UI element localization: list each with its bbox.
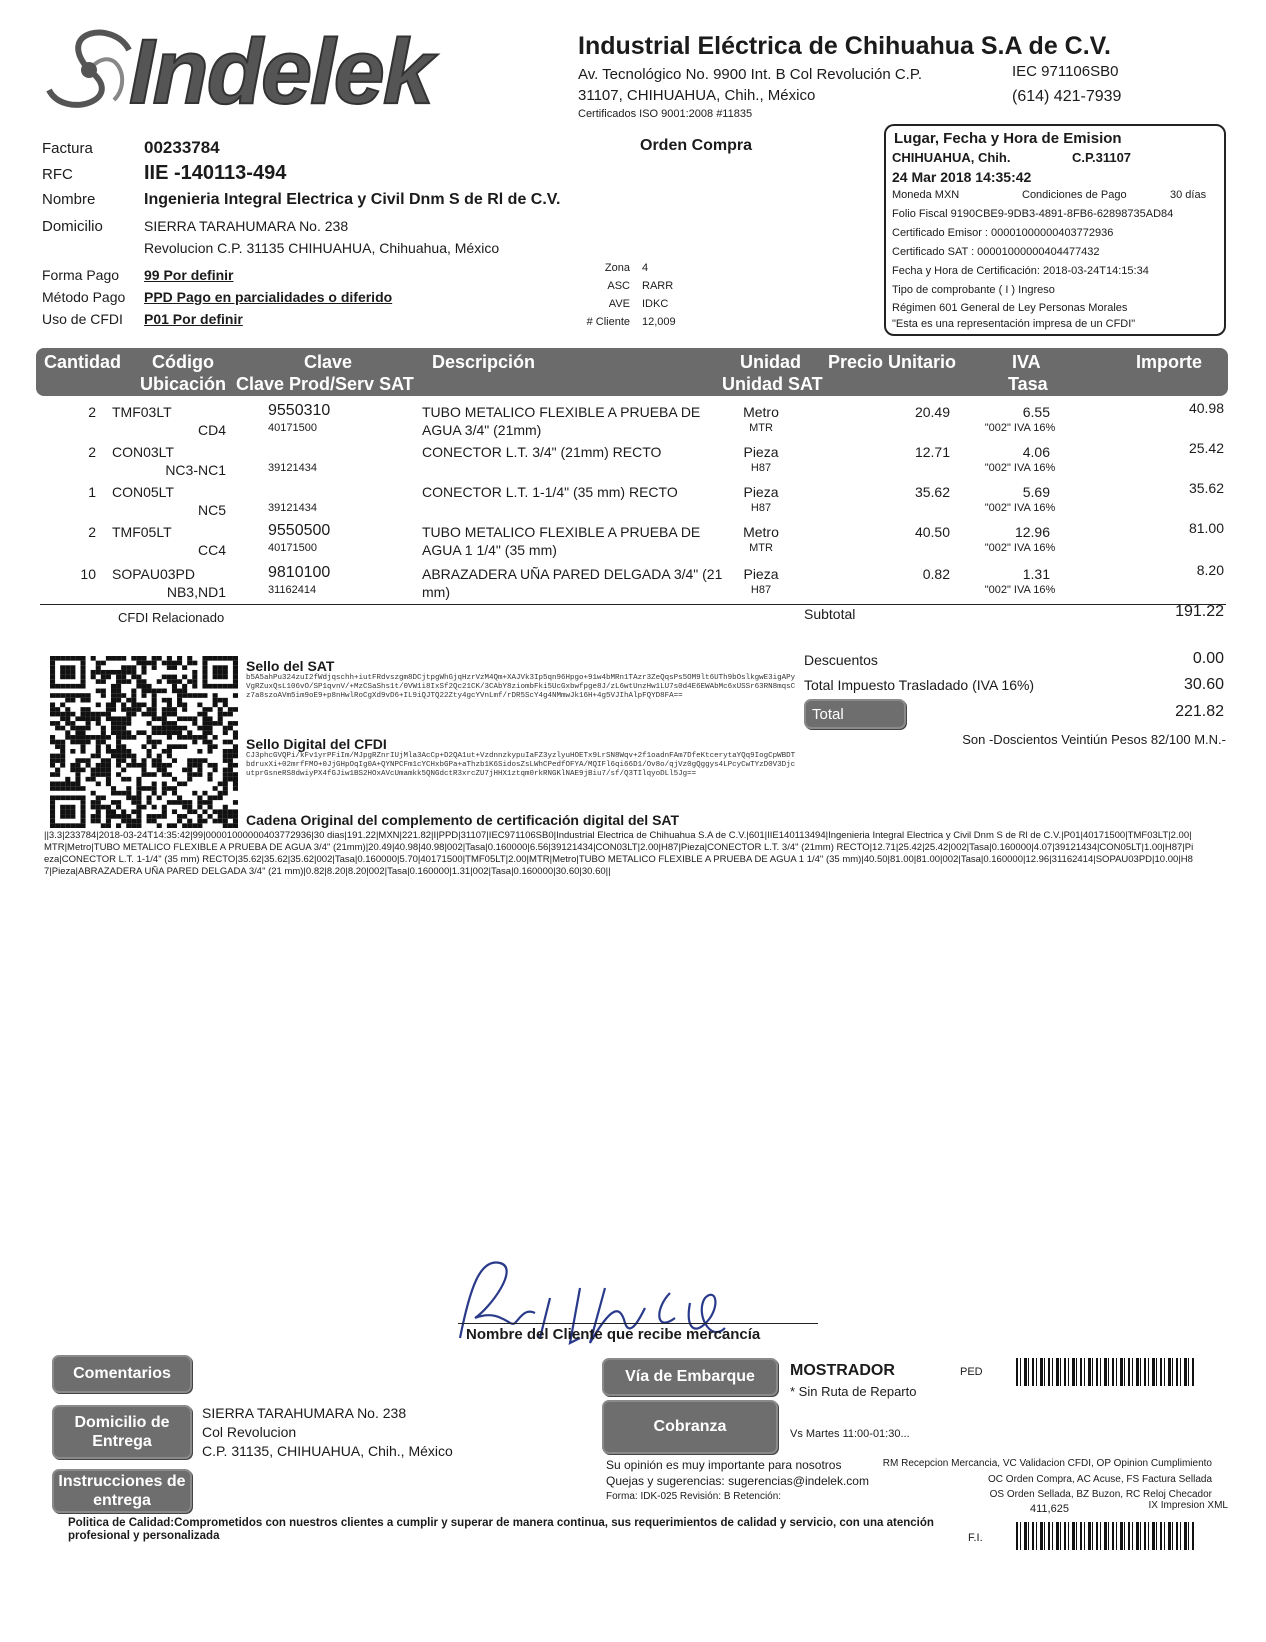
rfc-label: RFC <box>42 166 73 183</box>
cell-cantidad: 2 <box>88 444 96 460</box>
cell-importe: 40.98 <box>1188 400 1224 416</box>
uso-cfdi-label: Uso de CFDI <box>42 311 123 327</box>
instrucciones-label: Instrucciones de entrega <box>52 1469 192 1513</box>
table-divider <box>40 604 1226 605</box>
ave-label: AVE <box>608 298 630 310</box>
cell-clave-sat: 31162414 <box>268 584 317 596</box>
company-cert: Certificados ISO 9001:2008 #11835 <box>578 108 753 120</box>
cell-iva: 4.06 <box>1022 444 1050 460</box>
cell-desc2: mm) <box>422 584 450 600</box>
metodo-pago: PPD Pago en parcialidades o diferido <box>144 289 393 305</box>
subtotal: 191.22 <box>1175 603 1224 620</box>
cell-tasa: "002" IVA 16% <box>984 462 1056 474</box>
ave: IDKC <box>642 298 669 310</box>
cell-desc1: CONECTOR L.T. 3/4" (21mm) RECTO <box>422 444 662 460</box>
cell-unidad: Metro <box>743 404 779 420</box>
emision-title: Lugar, Fecha y Hora de Emision <box>894 130 1122 147</box>
cell-cantidad: 2 <box>88 404 96 420</box>
cell-importe: 8.20 <box>1196 562 1224 578</box>
cell-iva: 5.69 <box>1022 484 1050 500</box>
quejas-text: Quejas y sugerencias: sugerencias@indelek.com <box>606 1474 869 1488</box>
forma-pago-label: Forma Pago <box>42 267 120 283</box>
emision-date: 24 Mar 2018 14:35:42 <box>892 169 1032 185</box>
cell-unidad: Pieza <box>743 484 779 500</box>
entrega-line-1: SIERRA TARAHUMARA No. 238 <box>202 1405 407 1421</box>
cell-ubicacion: CD4 <box>197 422 226 438</box>
comentarios-label: Comentarios <box>52 1355 192 1393</box>
cell-tasa: "002" IVA 16% <box>984 422 1056 434</box>
col-importe: Importe <box>1136 352 1203 372</box>
entrega-line-3: C.P. 31135, CHIHUAHUA, Chih., México <box>202 1443 453 1459</box>
factura-label: Factura <box>42 140 93 157</box>
asc: RARR <box>642 280 674 292</box>
cell-clave: 9550500 <box>268 522 331 539</box>
signature-line <box>458 1323 818 1324</box>
ped-label: PED <box>960 1366 983 1378</box>
sello-cfdi: CJ3phcGVQPi/kFv1yrPFiIm/MJpgRZnrIUjMla3AcCp+D2QA1ut+VzdnnzkypuIaFZ3yzlyuHOETx9LrSN8Wqv+2f1oadnFAm7DfeKtcerytaYQq9IogCpWBDTbdruxXi+02mrfFMO+0JjGHpOqIg0A+QYNPCFm1cYCHxbGPa+aThzb1K6SidosZsLWhCPedfOFYA/MQIFl6qi66D1/Ov8o/qjVz0gQggys4LPcyCwTYzD0V3DjcutprGsneRS8dwiyPX4fGJiw1BS2HOxAVcUmamkk5QNGdctR3xrcZU7jHHX1ztqm0rkRNGKlNAE9jBiu7/sf/Q3TIlqyoDLl5Jg== <box>246 752 796 778</box>
cell-tasa: "002" IVA 16% <box>984 502 1056 514</box>
politica-calidad: Politica de Calidad:Comprometidos con nuestros clientes a cumplir y superar de manera continua, sus requerimientos de calidad y servicio, con una atención profesional y personalizada <box>68 1517 934 1542</box>
folio-num: 411,625 <box>1030 1503 1069 1515</box>
items-table-header <box>36 348 1228 396</box>
cell-cantidad: 2 <box>88 524 96 540</box>
sin-ruta: * Sin Ruta de Reparto <box>790 1384 917 1399</box>
opinion-text: Su opinión es muy importante para nosotros <box>606 1458 842 1472</box>
cell-clave: 9550310 <box>268 402 331 419</box>
qr-code <box>50 656 238 828</box>
logo-text: Indelek <box>129 21 433 123</box>
zona: 4 <box>642 262 649 274</box>
mostrador: MOSTRADOR <box>790 1362 895 1379</box>
cell-desc2: AGUA 3/4" (21mm) <box>422 422 542 438</box>
cell-desc1: ABRAZADERA UÑA PARED DELGADA 3/4" (21 <box>422 566 723 582</box>
legend-4: IX Impresion XML <box>1148 1500 1228 1511</box>
asc-label: ASC <box>607 280 630 292</box>
cell-desc1: TUBO METALICO FLEXIBLE A PRUEBA DE <box>422 404 701 420</box>
col-precio: Precio Unitario <box>828 352 957 372</box>
cell-ubicacion: NB3,ND1 <box>166 584 226 600</box>
cell-clave-sat: 39121434 <box>268 462 317 474</box>
subtotal-label: Subtotal <box>804 606 856 622</box>
cell-unidad-sat: H87 <box>750 462 772 474</box>
col-descripcion: Descripción <box>432 352 536 372</box>
certificado-emisor: Certificado Emisor : 00001000000403772936 <box>892 227 1114 239</box>
client-rfc: IIE -140113-494 <box>144 162 287 184</box>
cell-codigo: CON03LT <box>112 444 174 460</box>
cell-precio: 40.50 <box>914 524 950 540</box>
total: 221.82 <box>1175 703 1224 720</box>
company-address-2: 31107, CHIHUAHUA, Chih., México <box>578 87 816 104</box>
col-iva: IVA <box>1012 352 1041 372</box>
sello-sat-label: Sello del SAT <box>246 658 335 674</box>
certificado-sat: Certificado SAT : 00001000000404477432 <box>892 246 1100 258</box>
condiciones-dias: 30 días <box>1170 189 1207 201</box>
cell-unidad: Pieza <box>743 444 779 460</box>
emision-box <box>884 124 1226 336</box>
emision-cp: C.P.31107 <box>1072 150 1132 165</box>
cell-desc2: AGUA 1 1/4" (35 mm) <box>422 542 557 558</box>
sello-sat: b5A5ahPu324zuI2fWdjqschh+iutFRdvszgm8DCjtpgWhGjqHzrVzM4Qm+XAJVk3Ip5qn96Hpgo+91w4bMRn1TAzr3ZeQqsPs5OM9lt6UTh9bOslkgwE3igAPyVgRZuxQsL106vO/SP1qvnV/+MzCSaShs1t/0VW1i8IxSf2Qc21CK/3CAbY8ziombFki5UcGxbwfpge8J/zL6wtUnzHw1LU7s0d4E6EWAbMc6xUSSr63RN8mqsCz7a8szoAVm5im9oE9+p8nHwlRoCgXd9vD6+IL9iQJTQ22Zty4gcYVnLmf/rDR5ScY4g4NMmwJk16H+4g5VJIhAlpFQYD8FA== <box>246 674 796 700</box>
col-ubicacion: Ubicación <box>140 374 227 394</box>
col-clave-prod: Clave Prod/Serv SAT <box>236 374 414 394</box>
logo-swirl-icon <box>34 20 144 120</box>
company-address-1: Av. Tecnológico No. 9900 Int. B Col Revolución C.P. <box>578 66 923 83</box>
cell-codigo: CON05LT <box>112 484 174 500</box>
cell-clave: 9810100 <box>268 564 331 581</box>
factura-number: 00233784 <box>144 138 220 157</box>
cell-unidad-sat: MTR <box>749 542 773 554</box>
entrega-line-2: Col Revolucion <box>202 1424 297 1440</box>
cell-iva: 12.96 <box>1014 524 1050 540</box>
cliente-num: 12,009 <box>642 316 676 328</box>
cell-precio: 20.49 <box>914 404 950 420</box>
vs-horario: Vs Martes 11:00-01:30... <box>790 1428 910 1440</box>
cell-iva: 1.31 <box>1022 566 1050 582</box>
cell-desc1: TUBO METALICO FLEXIBLE A PRUEBA DE <box>422 524 701 540</box>
cell-codigo: TMF05LT <box>112 524 172 540</box>
total-label: Total <box>804 699 906 729</box>
nombre-label: Nombre <box>42 191 96 208</box>
ped-barcode <box>1016 1358 1194 1386</box>
order-label: Orden Compra <box>640 137 753 154</box>
cell-unidad-sat: MTR <box>749 422 773 434</box>
cell-tasa: "002" IVA 16% <box>984 542 1056 554</box>
cell-codigo: TMF03LT <box>112 404 172 420</box>
company-logo <box>34 20 494 125</box>
cell-unidad: Pieza <box>743 566 779 582</box>
forma-revision: Forma: IDK-025 Revisión: B Retención: <box>606 1491 782 1502</box>
forma-pago: 99 Por definir <box>144 267 234 283</box>
regimen: Régimen 601 General de Ley Personas Morales <box>892 302 1128 314</box>
legend-1: RM Recepcion Mercancia, VC Validacion CFDI, OP Opinion Cumplimiento <box>882 1458 1212 1469</box>
cell-ubicacion: CC4 <box>197 542 226 558</box>
cell-unidad-sat: H87 <box>750 502 772 514</box>
cadena-label: Cadena Original del complemento de certificación digital del SAT <box>246 812 680 828</box>
col-cantidad: Cantidad <box>44 352 122 372</box>
fi-label: F.I. <box>968 1532 983 1544</box>
cell-unidad-sat: H87 <box>750 584 772 596</box>
emision-city: CHIHUAHUA, Chih. <box>892 150 1011 165</box>
cell-precio: 0.82 <box>922 566 950 582</box>
cell-ubicacion: NC3-NC1 <box>165 462 226 478</box>
domicilio-entrega-label: Domicilio de Entrega <box>52 1405 192 1459</box>
impuesto-label: Total Impuesto Trasladado (IVA 16%) <box>804 677 1035 693</box>
cadena-original: ||3.3|233784|2018-03-24T14:35:42|99|00001000000403772936|30 dias|191.22|MXN|221.82|I|PPD|31107|IEC971106SB0|Industrial Electrica de Chihuahua S.A de C.V.|601|IIE140113494|Ingenieria Integral Electrica y Civil Dnm S de Rl de C.V.|P01|40171500|TMF03LT|2.00|MTR|Metro|TUBO METALICO FLEXIBLE A PRUEBA DE AGUA 3/4" (21mm)|20.49|40.98|40.98|002|Tasa|0.160000|6.56|39121434|CON03LT|2.00|H87|Pieza|CONECTOR L.T. 3/4" (21mm) RECTO|12.71|25.42|25.42|002|Tasa|0.160000|4.07|39121434|CON05LT|1.00|H87|Pieza|CONECTOR L.T. 1-1/4" (35 mm) RECTO|35.62|35.62|35.62|002|Tasa|0.160000|5.70|40171500|TMF05LT|2.00|MTR|Metro|TUBO METALICO FLEXIBLE A PRUEBA DE AGUA 1 1/4" (35 mm)|40.50|81.00|81.00|002|Tasa|0.160000|12.96|31162414|SOPAU03PD|10.00|H87|Pieza|ABRAZADERA UÑA PARED DELGADA 3/4" (21 mm)|0.82|8.20|8.20|002|Tasa|0.160000|1.31|002|Tasa|0.160000|30.60|30.60|| <box>44 830 1194 877</box>
cell-precio: 35.62 <box>914 484 950 500</box>
col-codigo: Código <box>152 352 214 372</box>
total-en-letra: Son -Doscientos Veintiún Pesos 82/100 M.N.- <box>962 732 1226 747</box>
cliente-num-label: # Cliente <box>586 316 630 328</box>
folio-fiscal: Folio Fiscal 9190CBE9-9DB3-4891-8FB6-62898735AD84 <box>892 208 1174 220</box>
moneda: Moneda MXN <box>892 189 960 201</box>
legend-3: OS Orden Sellada, BZ Buzon, RC Reloj Checador <box>989 1489 1212 1500</box>
cell-tasa: "002" IVA 16% <box>984 584 1056 596</box>
cell-clave-sat: 40171500 <box>268 422 317 434</box>
cell-importe: 81.00 <box>1188 520 1224 536</box>
col-unidad-sat: Unidad SAT <box>722 374 823 394</box>
cell-desc1: CONECTOR L.T. 1-1/4" (35 mm) RECTO <box>422 484 678 500</box>
cell-cantidad: 10 <box>80 566 96 582</box>
cell-importe: 35.62 <box>1188 480 1224 496</box>
zona-label: Zona <box>604 262 630 274</box>
cfdi-relacionado: CFDI Relacionado <box>118 610 225 625</box>
representacion-impresa: "Esta es una representación impresa de un CFDI" <box>892 318 1136 330</box>
descuentos: 0.00 <box>1192 650 1224 667</box>
col-tasa: Tasa <box>1008 374 1048 394</box>
cell-precio: 12.71 <box>914 444 950 460</box>
domicilio-label: Domicilio <box>42 218 103 235</box>
cell-ubicacion: NC5 <box>197 502 226 518</box>
cell-codigo: SOPAU03PD <box>112 566 195 582</box>
company-phone: (614) 421-7939 <box>1012 88 1122 105</box>
impuesto: 30.60 <box>1183 676 1224 693</box>
col-clave: Clave <box>304 352 353 372</box>
company-rfc: IEC 971106SB0 <box>1012 63 1119 80</box>
cell-importe: 25.42 <box>1188 440 1224 456</box>
cell-unidad: Metro <box>743 524 779 540</box>
client-name: Ingenieria Integral Electrica y Civil Dnm S de Rl de C.V. <box>144 191 561 208</box>
tipo-comprobante: Tipo de comprobante ( I ) Ingreso <box>892 284 1055 296</box>
company-name: Industrial Eléctrica de Chihuahua S.A de C.V. <box>578 32 1112 60</box>
col-unidad: Unidad <box>740 352 801 372</box>
legend-2: OC Orden Compra, AC Acuse, FS Factura Sellada <box>988 1474 1212 1485</box>
descuentos-label: Descuentos <box>804 652 878 668</box>
condiciones-label: Condiciones de Pago <box>1022 189 1127 201</box>
client-address-2: Revolucion C.P. 31135 CHIHUAHUA, Chihuahua, México <box>144 240 500 256</box>
metodo-pago-label: Método Pago <box>42 289 126 305</box>
client-address-1: SIERRA TARAHUMARA No. 238 <box>144 218 349 234</box>
sello-cfdi-label: Sello Digital del CFDI <box>246 736 387 752</box>
fi-barcode <box>1016 1522 1194 1550</box>
signature-caption: Nombre del Cliente que recibe mercancía <box>466 1326 761 1343</box>
cell-clave-sat: 40171500 <box>268 542 317 554</box>
cell-cantidad: 1 <box>88 484 96 500</box>
cell-clave-sat: 39121434 <box>268 502 317 514</box>
uso-cfdi: P01 Por definir <box>144 311 243 327</box>
fecha-certificacion: Fecha y Hora de Certificación: 2018-03-24T14:15:34 <box>892 265 1149 277</box>
cell-iva: 6.55 <box>1022 404 1050 420</box>
via-embarque-label: Vía de Embarque <box>602 1358 778 1396</box>
cobranza-label: Cobranza <box>602 1400 778 1454</box>
